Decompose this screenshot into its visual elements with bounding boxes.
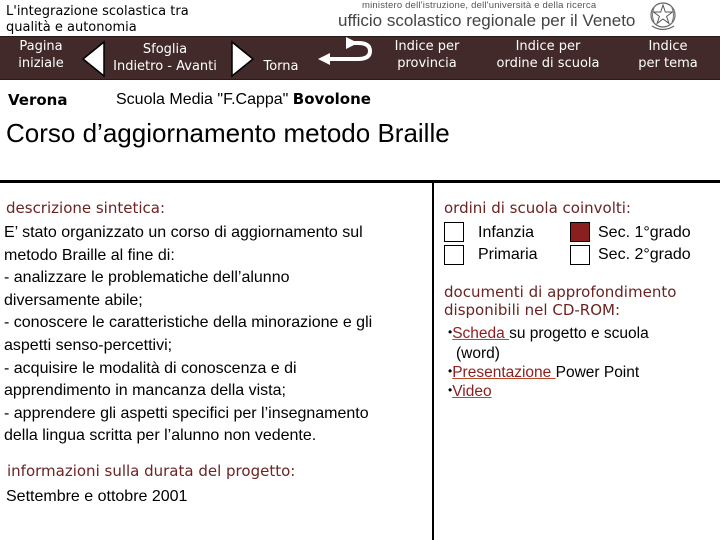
index-by-theme-button[interactable] <box>628 38 708 72</box>
documents-heading-line1: documenti di approfondimento <box>444 283 677 301</box>
school-town: Bovolone <box>292 90 371 108</box>
document-item <box>448 325 649 343</box>
description-line: - apprendere gli aspetti specifici per l’insegnamento <box>4 404 369 422</box>
index-by-theme-line2: per tema <box>638 56 698 71</box>
site-title: L'integrazione scolastica tra qualità e autonomia <box>6 4 189 34</box>
office-name: ufficio scolastico regionale per il Veneto <box>338 11 636 30</box>
bullet: • <box>448 383 453 397</box>
checkbox-sec-1-grado[interactable] <box>570 222 590 242</box>
index-by-school-button[interactable] <box>484 38 612 72</box>
browse-label-line1: Sfoglia <box>142 42 188 57</box>
checkbox-label: Sec. 2°grado <box>598 246 691 263</box>
documents-heading-line2: disponibili nel CD-ROM: <box>444 301 621 319</box>
description-line: E’ stato organizzato un corso di aggiornamento sul <box>4 224 363 241</box>
description-text <box>4 222 428 448</box>
duration-heading: informazioni sulla durata del progetto: <box>7 462 296 480</box>
italian-republic-emblem-icon <box>648 0 678 32</box>
checkbox-label: Primaria <box>478 246 538 263</box>
checkbox-primaria[interactable] <box>444 245 464 265</box>
description-line: metodo Braille al fine di: <box>4 246 175 264</box>
description-line: della lingua scritta per l’alunno non vedente. <box>4 427 317 445</box>
school-levels-heading: ordini di scuola coinvolti: <box>444 199 631 217</box>
forward-arrow-icon[interactable] <box>228 40 256 78</box>
video-link[interactable]: Video <box>452 383 492 400</box>
description-line: aspetti senso-percettivi; <box>4 336 173 354</box>
description-heading: descrizione sintetica: <box>6 199 166 217</box>
back-button[interactable]: Torna <box>263 59 299 74</box>
checkbox-label: Sec. 1°grado <box>598 224 691 241</box>
home-button-line2: iniziale <box>18 56 64 71</box>
index-by-province-line2: provincia <box>397 56 457 71</box>
nav-bar <box>0 36 720 80</box>
document-format: (word) <box>456 345 500 362</box>
ministry-name: ministero dell'istruzione, dell'università e della ricerca <box>362 0 597 11</box>
description-line: - analizzare le problematiche dell’alunno <box>4 269 290 287</box>
checkbox-infanzia[interactable] <box>444 222 464 242</box>
checkbox-sec-2-grado[interactable] <box>570 245 590 265</box>
index-by-province-button[interactable] <box>382 38 472 72</box>
description-line: - conoscere le caratteristiche della minorazione e gli <box>4 314 373 332</box>
document-item <box>448 364 639 382</box>
description-line: diversamente abile; <box>4 291 143 309</box>
horizontal-divider <box>0 180 720 183</box>
vertical-divider <box>432 183 434 540</box>
scheda-link[interactable]: Scheda <box>452 325 510 342</box>
page-title: Corso d’aggiornamento metodo Braille <box>6 118 450 148</box>
presentazione-description: Power Point <box>555 364 640 381</box>
documents-heading <box>444 283 676 319</box>
index-by-province-line1: Indice per <box>394 39 460 54</box>
city-label: Verona <box>8 91 68 109</box>
index-by-theme-line1: Indice <box>648 39 688 54</box>
browse-button <box>104 41 226 75</box>
browse-label-line2: Indietro - Avanti <box>113 59 217 74</box>
presentazione-link[interactable]: Presentazione <box>452 364 556 381</box>
document-item <box>448 383 492 401</box>
home-button-line1: Pagina <box>19 39 63 54</box>
description-line: - acquisire le modalità di conoscenza e di <box>4 359 297 377</box>
checkbox-label: Infanzia <box>478 224 535 241</box>
description-line: apprendimento in mancanza della vista; <box>4 382 286 400</box>
school-prefix: Scuola Media "F.Cappa" <box>116 91 289 108</box>
index-by-school-line1: Indice per <box>515 39 581 54</box>
school-name <box>116 90 371 109</box>
duration-value: Settembre e ottobre 2001 <box>6 488 188 505</box>
home-button[interactable] <box>8 38 74 72</box>
bullet: • <box>448 364 453 378</box>
return-arrow-icon[interactable] <box>316 37 378 67</box>
bullet: • <box>448 325 453 339</box>
index-by-school-line2: ordine di scuola <box>496 56 600 71</box>
scheda-description: su progetto e scuola <box>509 325 649 342</box>
